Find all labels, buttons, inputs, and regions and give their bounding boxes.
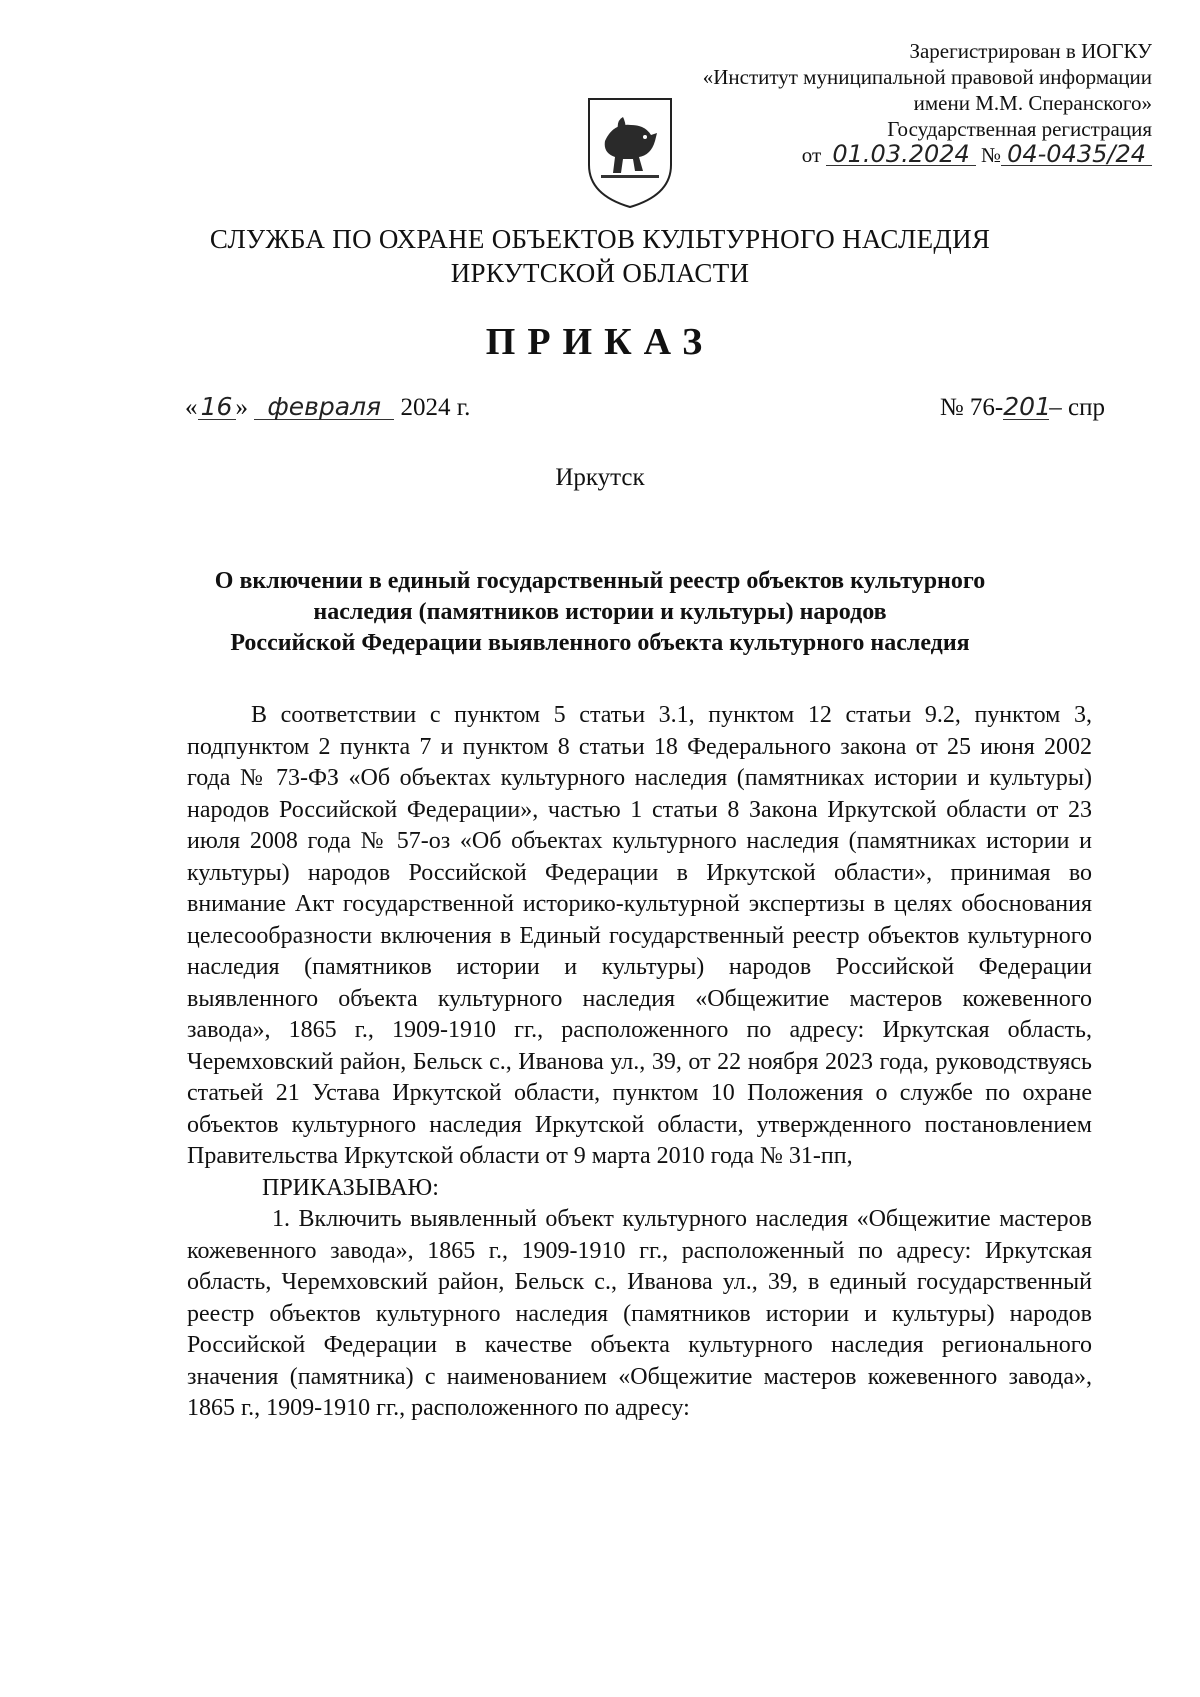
registration-number-handwritten: 04-0435/24 bbox=[1001, 143, 1152, 166]
order-number bbox=[940, 394, 1105, 422]
document-type: ПРИКАЗ bbox=[485, 321, 715, 363]
order-day-handwritten: 16 bbox=[198, 395, 236, 420]
agency-line-2: ИРКУТСКОЙ ОБЛАСТИ bbox=[450, 258, 750, 288]
registration-line-4: Государственная регистрация bbox=[887, 117, 1152, 141]
registration-date-number bbox=[640, 142, 1152, 168]
registration-date-prefix: от bbox=[801, 143, 822, 167]
preamble-paragraph: В соответствии с пунктом 5 статьи 3.1, пунктом 12 статьи 9.2, пунктом 3, подпунктом 2 пункта 7 и пунктом 8 статьи 18 Федерального закона от 25 июня 2002 года № 73-ФЗ «Об объектах культурного наследия (памятниках истории и культуры) народов Российской Федерации», частью 1 статьи 8 Закона Иркутской области от 23 июля 2008 года № 57-оз «Об объектах культурного наследия (памятниках истории и культуры) народов Российской Федерации в Иркутской области», принимая во внимание Акт государственной историко-культурной экспертизы в целях обоснования целесообразности включения в Единый государственный реестр объектов культурного наследия (памятников истории и культуры) народов Российской Федерации выявленного объекта культурного наследия «Общежитие мастеров кожевенного завода», 1865 г., 1909-1910 гг., расположенного по адресу: Иркутская область, Черемховский район, Бельск с., Иванова ул., 39, от 22 ноября 2023 года, руководствуясь статьей 21 Устава Иркутской области, пунктом 10 Положения о службе по охране объектов культурного наследия Иркутской области, утвержденного постановлением Правительства Иркутской области от 9 марта 2010 года № 31-пп, bbox=[187, 702, 1092, 1169]
agency-title bbox=[0, 222, 1200, 290]
city: Иркутск bbox=[555, 464, 645, 491]
registration-stamp bbox=[640, 38, 1152, 168]
order-month-handwritten: февраля bbox=[254, 395, 394, 420]
decree-heading: ПРИКАЗЫВАЮ: bbox=[262, 1174, 439, 1201]
order-subject bbox=[180, 566, 1020, 659]
subject-line-3: Российской Федерации выявленного объекта культурного наследия bbox=[230, 630, 970, 656]
registration-line-2: «Институт муниципальной правовой информации bbox=[702, 65, 1152, 89]
item-1-paragraph: 1. Включить выявленный объект культурного наследия «Общежитие мастеров кожевенного завода», 1865 г., 1909-1910 гг., расположенный по адресу: Иркутская область, Черемховский район, Бельск с., Иванова ул., 39, в единый государственный реестр объектов культурного наследия (памятников истории и культуры) народов Российской Федерации в качестве объекта культурного наследия регионального значения (памятника) с наименованием «Общежитие мастеров кожевенного завода», 1865 г., 1909-1910 гг., расположенного по адресу: bbox=[187, 1206, 1092, 1421]
order-body bbox=[187, 700, 1092, 1425]
order-number-prefix: № 76- bbox=[939, 394, 1004, 421]
subject-line-1: О включении в единый государственный реестр объектов культурного bbox=[214, 568, 986, 594]
registration-date-handwritten: 01.03.2024 bbox=[826, 143, 975, 166]
agency-line-1: СЛУЖБА ПО ОХРАНЕ ОБЪЕКТОВ КУЛЬТУРНОГО НАСЛЕДИЯ bbox=[209, 224, 991, 254]
registration-line-1: Зарегистрирован в ИОГКУ bbox=[909, 39, 1152, 63]
order-number-handwritten: 201 bbox=[1003, 392, 1051, 421]
order-date bbox=[185, 394, 470, 422]
order-number-suffix: – спр bbox=[1049, 394, 1105, 421]
date-quote-open: « bbox=[185, 394, 198, 421]
registration-number-prefix: № bbox=[981, 143, 1002, 167]
registration-line-3: имени М.М. Сперанского» bbox=[913, 91, 1152, 115]
order-year: 2024 г. bbox=[400, 394, 471, 421]
coat-of-arms-icon bbox=[585, 95, 675, 211]
subject-line-2: наследия (памятников истории и культуры) народов bbox=[313, 599, 887, 625]
date-quote-close: » bbox=[235, 394, 248, 421]
